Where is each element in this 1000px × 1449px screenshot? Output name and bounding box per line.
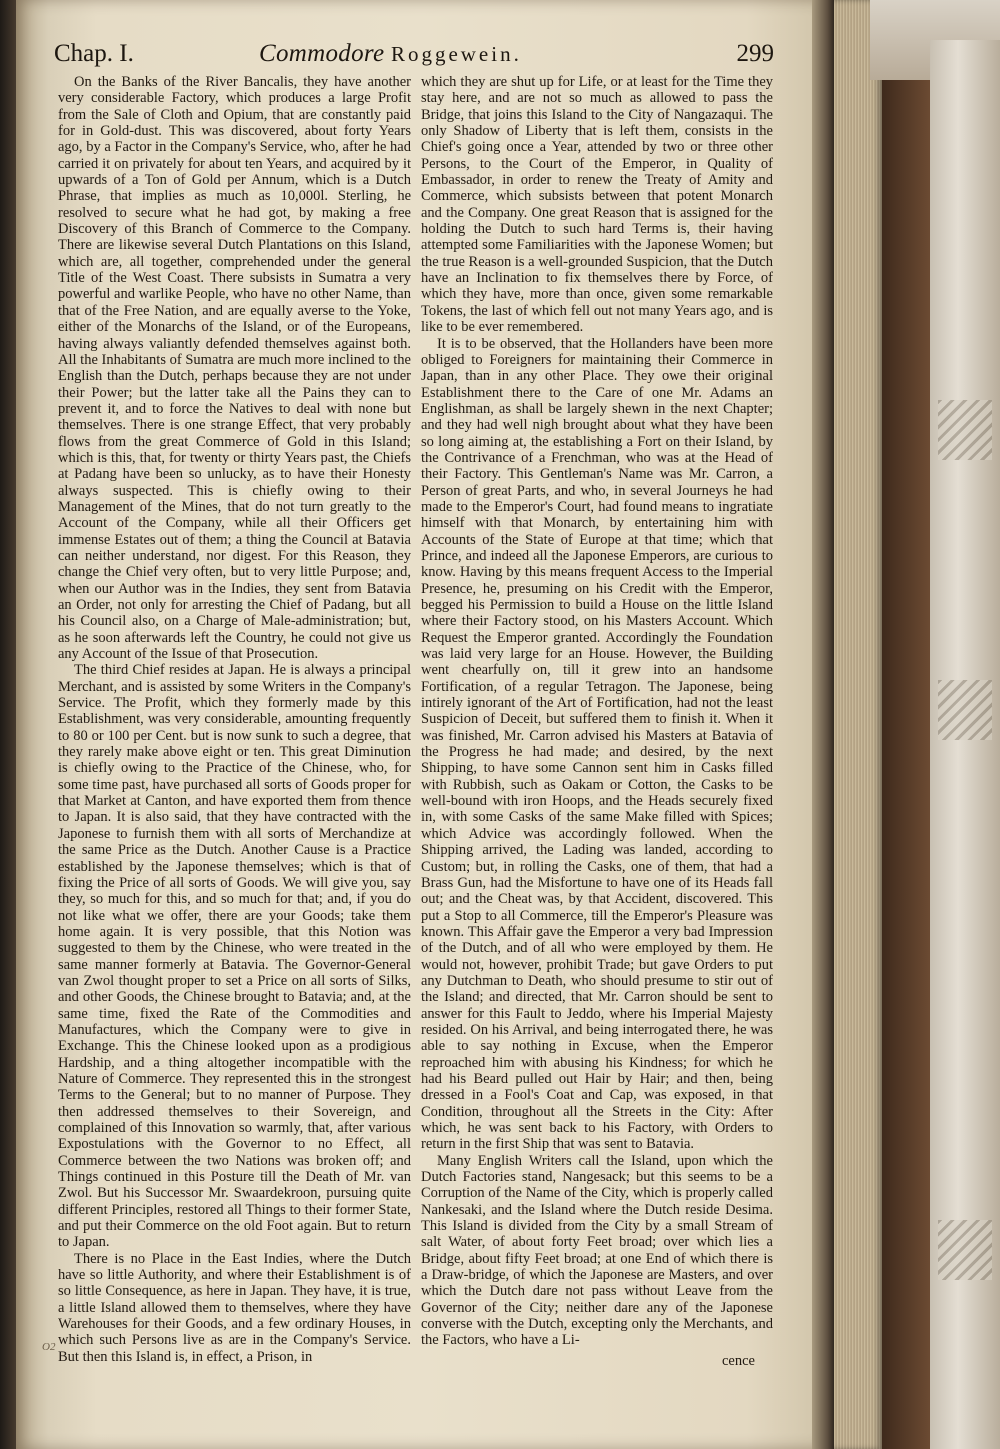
paragraph: which they are shut up for Life, or at least for the Time they stay here, and are not so much as allowed to pass the Bridge, that joins this Island to the City of Nangazaqui. The only Shadow of Liberty that is left them, consists in the Chief's going once a Year, attended by two or three other Persons, to the Court of the Emperor, in Quality of Embassador, in order to renew the Treaty of Amity and Commerce, which subsists between that potent Monarch and the Company. One great Reason that is assigned for the holding the Dutch to such hard Terms is, their having attempted some Familiarities with the Japonese Women; but the true Reason is a well-grounded Suspicion, that the Dutch have an Inclination to fix themselves there by Force, of which they have, more than once, given some remarkable Tokens, the last of which fell out not many Years ago, and is like to be ever remembered.: [421, 74, 773, 336]
book-endpaper-strip: [930, 40, 1000, 1449]
page-number: 299: [736, 40, 774, 67]
endpaper-pattern: [938, 1220, 992, 1280]
paragraph: On the Banks of the River Bancalis, they have another very considerable Factory, which produces a large Profit from the Sale of Cloth and Opium, that are constantly paid for in Gold-dust. This was discovered, about forty Years ago, by a Factor in the Company's Service, who, after he had carried it on privately for about ten Years, and acquired by it upwards of a Ton of Gold per Annum, which is a Dutch Phrase, that implies as much as 10,000l. Sterling, he resolved to secure what he had got, by making a free Discovery of this Branch of Commerce to the Company. There are likewise several Dutch Plantations on this Island, which are, all together, comprehended under the general Title of the West Coast. There subsists in Sumatra a very powerful and warlike People, who have no other Name, than that of the Free Nation, and are equally averse to the Yoke, either of the Monarchs of the Island, or of the Europeans, having always valiantly defended themselves against both. All the Inhabitants of Sumatra are much more inclined to the English than the Dutch, perhaps because they are not under their Power; but the latter take all the Pains they can to prevent it, and to force the Natives to deal with none but themselves. There is one strange Effect, that very probably flows from the great Commerce of Gold in this Island; which is this, that, for twenty or thirty Years past, the Chiefs at Padang have been so unlucky, as to have their Honesty always suspected. This is chiefly owing to their Management of the Mines, that do not turn greatly to the Account of the Company, while all their Officers get immense Estates out of them; a thing the Council at Batavia can neither understand, nor digest. For this Reason, they change the Chief very often, but to very little Purpose; and, when our Author was in the Indies, they sent from Batavia an Order, not only for arresting the Chief of Padang, but all his Council also, on a Charge of Male-administration; but, as he soon afterwards left the Country, he could not give us any Account of the Issue of that Prosecution.: [58, 74, 411, 663]
running-title-italic: Commodore: [259, 40, 391, 67]
signature-mark: O2: [42, 1341, 56, 1353]
right-text-column: [421, 74, 773, 1349]
paragraph: The third Chief resides at Japan. He is always a principal Merchant, and is assisted by some Writers in the Company's Service. The Profit, which they formerly made by this Establishment, was very considerable, amounting frequently to 80 or 100 per Cent. but is now sunk to such a degree, that they rarely make above eight or ten. This great Diminution is chiefly owing to the Practice of the Chinese, who, for some time past, have purchased all sorts of Goods proper for that Market at Canton, and have exported them from thence to Japan. It is also said, that they have contracted with the Japonese to furnish them with all sorts of Merchandize at the same Price as the Dutch. Another Cause is a Practice established by the Japonese themselves; which is that of fixing the Price of all sorts of Goods. We will give you, say they, so much for this, and so much for that; and, if you do not like what we offer, there are your Goods; take them home again. It is very possible, that this Notion was suggested to them by the Chinese, who were treated in the same manner formerly at Batavia. The Governor-General van Zwol thought proper to set a Price on all sorts of Silks, and other Goods, the Chinese brought to Batavia; and, at the same time, fixed the Rate of the Commodities and Manufactures, which the Company were to give in Exchange. This the Chinese looked upon as a prodigious Hardship, and a thing altogether incompatible with the Nature of Commerce. They represented this in the strongest Terms to the General; but to no manner of Purpose. They then addressed themselves to their Sovereign, and complained of this Innovation so warmly, that, after various Expostulations with the Governor to no Effect, all Commerce between the two Nations was broken off; and Things continued in this Posture till the Death of Mr. van Zwol. But his Successor Mr. Swaardekroon, pursuing quite different Principles, restored all Things to their former State, and put their Commerce on the old Foot again. But to return to Japan.: [58, 662, 411, 1251]
paragraph: Many English Writers call the Island, upon which the Dutch Factories stand, Nangesack; but this seems to be a Corruption of the Name of the City, which is properly called Nankesaki, and the Island where the Dutch reside Desima. This Island is divided from the City by a small Stream of salt Water, of about forty Feet broad; over which lies a Bridge, about fifty Feet broad; at one End of which there is a Draw-bridge, of which the Japonese are Masters, and over which the Dutch dare not pass without Leave from the Governor of the City; neither dare any of the Japonese converse with the Dutch, excepting only the Merchants, and the Factors, who have a Li-: [421, 1152, 773, 1349]
page-block-edges: [834, 0, 882, 1449]
running-title-smallcaps: Roggewein.: [390, 42, 522, 66]
paragraph: There is no Place in the East Indies, where the Dutch have so little Authority, and where their Establishment is of so little Consequence, as here in Japan. They have, it is true, a little Island allowed them to themselves, where they have Warehouses for their Goods, and a few ordinary Houses, in which such Persons live as are in the Company's Service. But then this Island is, in effect, a Prison, in: [58, 1250, 411, 1365]
catchword: cence: [722, 1353, 755, 1369]
chapter-label: Chap. I.: [54, 40, 134, 67]
left-text-column: [58, 74, 411, 1365]
running-title: [259, 40, 522, 68]
endpaper-pattern: [938, 400, 992, 460]
paragraph: It is to be observed, that the Hollanders have been more obliged to Foreigners for maintaining their Commerce in Japan, than in any other Place. They owe their original Establishment there to the Care of one Mr. Adams an Englishman, as shall be largely shewn in the next Chapter; and they had well nigh brought about what they have been so long aiming at, the establishing a Fort on their Island, by the Contrivance of a Frenchman, who was at the Head of their Factory. This Gentleman's Name was Mr. Carron, a Person of great Parts, and who, in several Journeys he had made to the Emperor's Court, had found means to ingratiate himself with that Monarch, by entertaining him with Accounts of the State of Europe at that time; which that Prince, and indeed all the Japonese Emperors, are curious to know. Having by this means frequent Access to the Imperial Presence, he, presuming on his Credit with the Emperor, begged his Permission to build a House on the little Island where their Factory stood, on his Masters Account. Which Request the Emperor granted. Accordingly the Foundation was laid very large for an House. However, the Building went chearfully on, till it grew into an handsome Fortification, of a regular Tetragon. The Japonese, being intirely ignorant of the Art of Fortification, had not the least Suspicion of Deceit, but suffered them to finish it. When it was finished, Mr. Carron advised his Masters at Batavia of the Progress he had made; and desired, by the next Shipping, to have some Cannon sent him in Casks filled with Rubbish, such as Oakam or Cotton, the Casks to be well-bound with iron Hoops, and the Heads securely fixed in, with some Casks of the same Make filled with Spices; which Advice was accordingly followed. When the Shipping arrived, the Lading was landed, according to Custom; but, in rolling the Casks, one of them, that had a Brass Gun, had the Misfortune to have one of its Heads fall out; and the Cheat was, by that Accident, discovered. This put a Stop to all Commerce, till the Emperor's Pleasure was known. This Affair gave the Emperor a very bad Impression of the Dutch, and of all who were employed by them. He would not, however, prohibit Trade; but gave Orders to put any Dutchman to Death, who should presume to stir out of the Island; and directed, that Mr. Carron should be sent to answer for this Fault to Jeddo, where his Imperial Majesty resided. On his Arrival, and being interrogated there, he was able to say nothing in Excuse, when the Emperor reproached him with abusing his Kindness; for which he had his Beard pulled out Hair by Hair; and then, being dressed in a Fool's Coat and Cap, was exposed, in that Condition, throughout all the Streets in the City: After which, he was sent back to his Factory, with Orders to return in the first Ship that was sent to Batavia.: [421, 335, 773, 1153]
endpaper-pattern: [938, 680, 992, 740]
page-gutter-shadow: [812, 0, 834, 1449]
running-head: [54, 38, 774, 78]
